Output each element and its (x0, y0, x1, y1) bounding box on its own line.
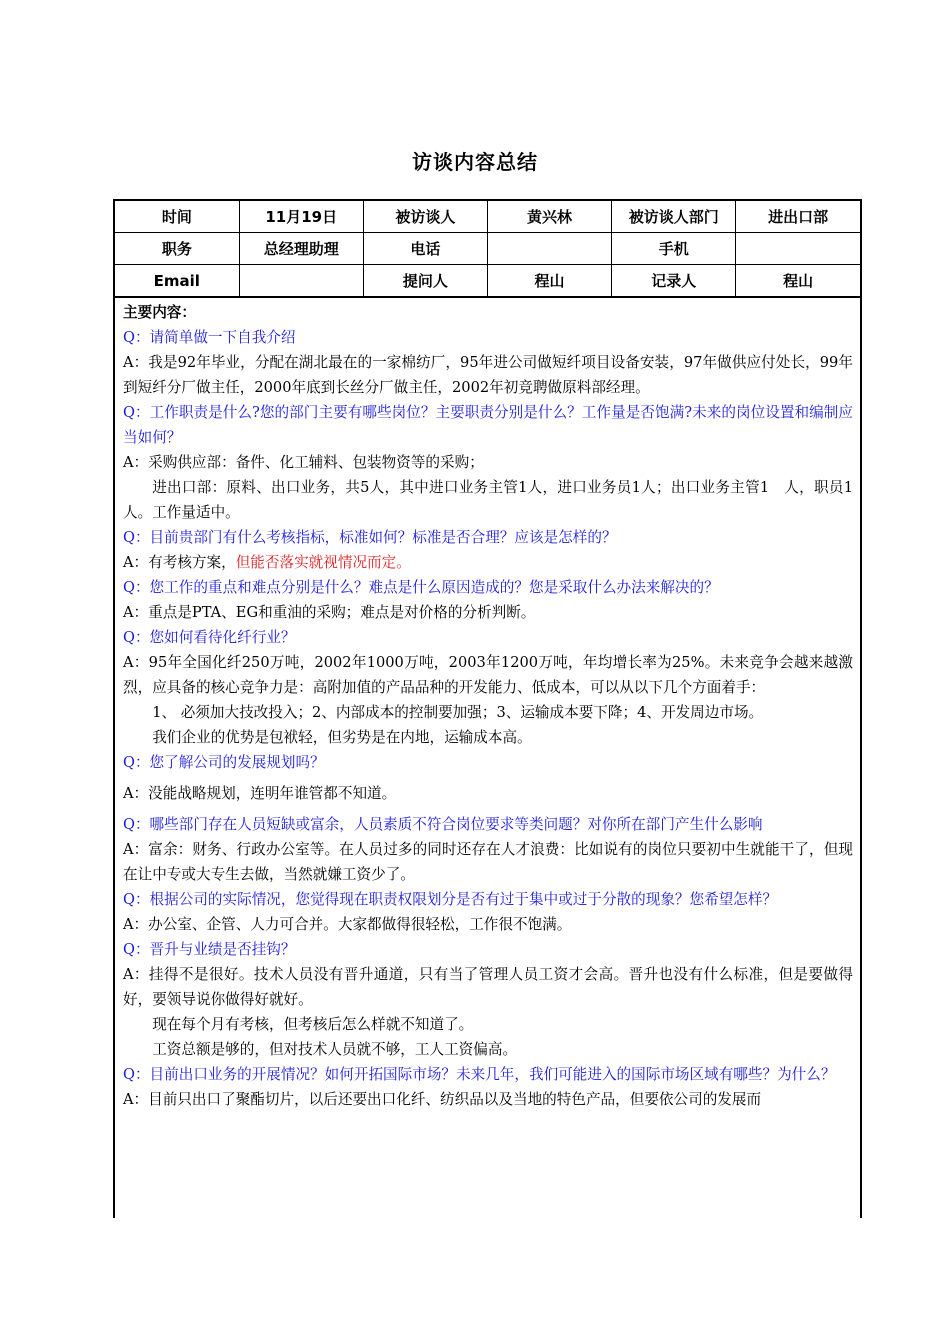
question-text: Q：晋升与业绩是否挂钩？ (123, 941, 296, 958)
info-label-cell: 职务 (115, 233, 239, 265)
answer-text: 进出口部：原料、出口业务，共5人，其中进口业务主管1人，进口业务员1人；出口业务主管1 人，职员1人。工作量适中。 (123, 479, 853, 521)
question-text: Q：您了解公司的发展规划吗？ (123, 754, 325, 771)
info-value-cell: 进出口部 (736, 201, 860, 233)
answer-text: 1、 必须加大技改投入；2、内部成本的控制要加强；3、运输成本要下降；4、开发周边市场。 (152, 704, 764, 721)
answer-text: A：采购供应部：备件、化工辅料、包装物资等的采购； (123, 454, 484, 471)
question-text: Q：您如何看待化纤行业？ (123, 629, 296, 646)
question-text: Q：根据公司的实际情况，您觉得现在职责权限划分是否有过于集中或过于分散的现象？您希望怎样？ (123, 891, 778, 908)
interview-form (113, 199, 862, 1218)
info-row (115, 233, 860, 265)
answer-text: A：富余：财务、行政办公室等。在人员过多的同时还存在人才浪费：比如说有的岗位只要初中生就能干了，但现在让中专或大专生去做，当然就嫌工资少了。 (123, 841, 853, 883)
question-text: Q：目前出口业务的开展情况？如何开拓国际市场？未来几年，我们可能进入的国际市场区域有哪些？为什么？ (123, 1066, 836, 1083)
answer-text: A：办公室、企管、人力可合并。大家都做得很轻松，工作很不饱满。 (123, 916, 572, 933)
page-title: 访谈内容总结 (412, 150, 538, 174)
info-label-cell: 电话 (363, 233, 487, 265)
info-label-cell: 记录人 (612, 265, 736, 298)
answer-text: A：我是92年毕业，分配在湖北最在的一家棉纺厂，95年进公司做短纤项目设备安装，97年做供应付处长，99年到短纤分厂做主任，2000年底到长丝分厂做主任，2002年初竞聘做原料部经理。 (123, 354, 853, 396)
answer-highlight: 但能否落实就视情况而定。 (235, 554, 411, 571)
info-value-cell: 总经理助理 (239, 233, 363, 265)
info-value-cell (487, 233, 611, 265)
info-value-cell (736, 233, 860, 265)
answer-text: 工资总额是够的，但对技术人员就不够，工人工资偏高。 (152, 1041, 518, 1058)
content-label: 主要内容： (123, 304, 196, 321)
info-label-cell: 被访谈人 (363, 201, 487, 233)
info-value-cell (239, 265, 363, 298)
info-label-cell: 提问人 (363, 265, 487, 298)
info-label-cell: 时间 (115, 201, 239, 233)
info-value-cell: 黄兴林 (487, 201, 611, 233)
info-value-cell: 程山 (487, 265, 611, 298)
answer-text: A：重点是PTA、EG和重油的采购；难点是对价格的分析判断。 (123, 604, 536, 621)
answer-text: A：目前只出口了聚酯切片，以后还要出口化纤、纺织品以及当地的特色产品，但要依公司的发展而 (123, 1091, 762, 1108)
info-row (115, 201, 860, 233)
answer-text: A：95年全国化纤250万吨，2002年1000万吨，2003年1200万吨，年均增长率为25%。未来竞争会越来越激烈，应具备的核心竞争力是：高附加值的产品品种的开发能力、低成本，可以从以下几个方面着手： (123, 654, 853, 696)
answer-text: A：挂得不是很好。技术人员没有晋升通道，只有当了管理人员工资才会高。晋升也没有什么标准，但是要做得好，要领导说你做得好就好。 (123, 966, 853, 1008)
main-content (115, 298, 860, 1112)
answer-text: A：没能战略规划，连明年谁管都不知道。 (123, 785, 397, 802)
question-text: Q：您工作的重点和难点分别是什么？难点是什么原因造成的？您是采取什么办法来解决的？ (123, 579, 719, 596)
question-text: Q：哪些部门存在人员短缺或富余，人员素质不符合岗位要求等类问题？对你所在部门产生什么影响 (123, 816, 763, 833)
question-text: Q：请简单做一下自我介绍 (123, 329, 296, 346)
info-label-cell: Email (115, 265, 239, 298)
answer-text (123, 550, 853, 575)
answer-text-plain: A：有考核方案， (123, 554, 236, 571)
info-label-cell: 被访谈人部门 (612, 201, 736, 233)
info-table (115, 201, 860, 298)
info-value-cell: 程山 (736, 265, 860, 298)
info-value-cell: 11月19日 (239, 201, 363, 233)
info-row (115, 265, 860, 298)
answer-text: 我们企业的优势是包袱轻，但劣势是在内地，运输成本高。 (152, 729, 532, 746)
question-text: Q：目前贵部门有什么考核指标，标准如何？标准是否合理？应该是怎样的？ (123, 529, 617, 546)
info-label-cell: 手机 (612, 233, 736, 265)
answer-text: 现在每个月有考核，但考核后怎么样就不知道了。 (152, 1016, 474, 1033)
question-text: Q：工作职责是什么?您的部门主要有哪些岗位？主要职责分别是什么？工作量是否饱满?未来的岗位设置和编制应当如何？ (123, 404, 853, 446)
